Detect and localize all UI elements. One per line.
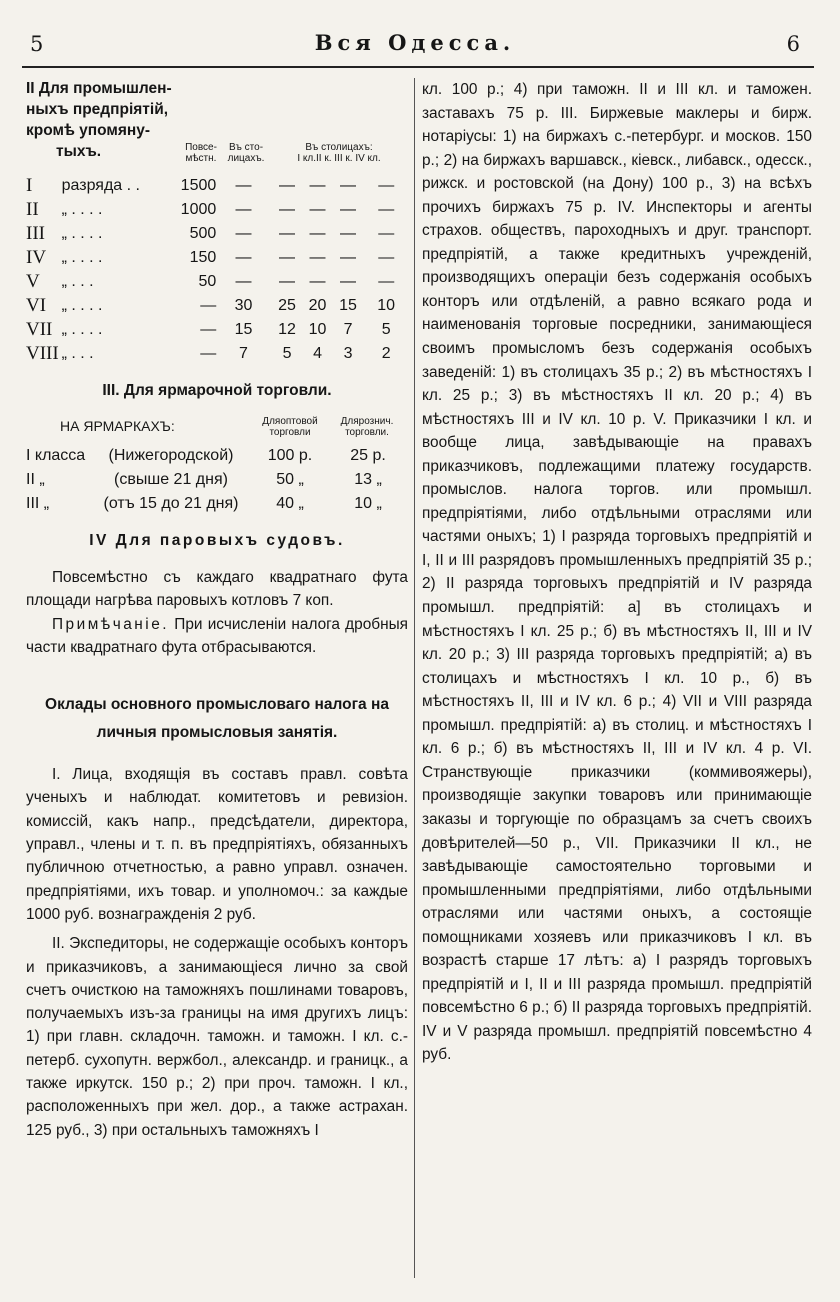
- rate-cell: —: [309, 177, 326, 194]
- fair-rate-row: [26, 444, 408, 468]
- grade-label: разряда . .: [61, 177, 140, 194]
- page-number-right: 6: [786, 32, 800, 56]
- right-column: [422, 78, 812, 1067]
- left-column: [26, 78, 408, 1142]
- fair-heading: III. Для ярмарочной торговли.: [102, 382, 332, 399]
- retail-rate: 10 „: [354, 495, 382, 512]
- fair-desc: (Нижегородской): [108, 447, 234, 464]
- rate-cell: —: [235, 177, 252, 194]
- industrial-rate-table: [26, 174, 408, 366]
- grade-numeral: III: [26, 223, 45, 244]
- grade-numeral: II: [26, 199, 39, 220]
- grade-label: „ . . . .: [61, 297, 103, 314]
- rate-cell: 15: [234, 321, 253, 338]
- running-title: Вся Одесса.: [314, 30, 516, 55]
- fair-desc: (отъ 15 до 21 дня): [103, 495, 239, 512]
- rate-cell: 7: [343, 321, 353, 338]
- rate-cell: —: [378, 177, 395, 194]
- grade-numeral: VII: [26, 319, 53, 340]
- wholesale-rate: 50 „: [276, 471, 304, 488]
- personal-heading: [26, 691, 408, 747]
- rate-cell: 1500: [180, 177, 217, 194]
- rate-cell: —: [200, 345, 217, 362]
- rate-cell: —: [235, 249, 252, 266]
- heading-line: тыхъ.: [56, 143, 102, 160]
- rate-cell: —: [340, 225, 357, 242]
- grade-label: „ . . .: [61, 345, 94, 362]
- steam-heading-text: IV Для паровыхъ судовъ.: [89, 532, 345, 549]
- col-head-line: Длярознич.: [340, 416, 394, 427]
- grade-label: „ . . . .: [61, 321, 103, 338]
- rate-cell: —: [200, 321, 217, 338]
- rate-cell: —: [309, 225, 326, 242]
- col-head-line: I кл.II к. III к. IV кл.: [297, 153, 381, 164]
- col-head-line: Дляоптовой: [262, 416, 318, 427]
- rate-cell: —: [309, 249, 326, 266]
- industrial-rate-row: [26, 222, 408, 246]
- fair-desc: (свыше 21 дня): [114, 471, 228, 488]
- industrial-rate-row: [26, 174, 408, 198]
- fair-subhead: НА ЯРМАРКАХЪ:: [60, 418, 175, 434]
- col-head-line: Въ столицахъ:: [305, 142, 373, 153]
- industrial-heading: [26, 78, 186, 162]
- rate-cell: 2: [381, 345, 391, 362]
- steam-heading: [26, 532, 408, 550]
- grade-label: „ . . . .: [61, 249, 103, 266]
- rate-cell: 12: [278, 321, 296, 338]
- industrial-rate-row: [26, 198, 408, 222]
- rate-cell: 10: [377, 297, 396, 314]
- grade-numeral: V: [26, 271, 40, 292]
- fair-column-heads: [26, 408, 408, 440]
- fair-class: III „: [26, 495, 50, 512]
- col-head-line: торговли.: [345, 427, 389, 438]
- fair-class: II „: [26, 471, 45, 488]
- industrial-rate-row: [26, 342, 408, 366]
- rate-cell: —: [279, 225, 296, 242]
- grade-numeral: IV: [26, 247, 47, 268]
- rate-cell: —: [279, 177, 296, 194]
- industrial-rate-row: [26, 318, 408, 342]
- industrial-section-header: [26, 78, 408, 170]
- industrial-rate-row: [26, 270, 408, 294]
- heading-line: личныя промысловыя занятія.: [96, 724, 338, 742]
- rate-cell: 1000: [180, 201, 217, 218]
- fair-rate-row: [26, 492, 408, 516]
- heading-line: II Для промышлен-: [26, 80, 172, 97]
- rate-cell: —: [235, 201, 252, 218]
- rate-cell: —: [235, 273, 252, 290]
- col-head-everywhere: [179, 142, 223, 164]
- rate-cell: —: [279, 249, 296, 266]
- grade-label: „ . . .: [61, 273, 94, 290]
- grade-label: „ . . . .: [61, 225, 103, 242]
- rate-cell: 5: [381, 321, 391, 338]
- column-divider: [414, 78, 415, 1278]
- col-head-line: торговли: [269, 427, 311, 438]
- col-head-line: Въ сто-: [228, 142, 264, 153]
- note-label: Примѣчаніе.: [52, 615, 170, 633]
- fair-col-wholesale: [254, 416, 326, 438]
- rate-cell: —: [340, 273, 357, 290]
- right-column-text: кл. 100 р.; 4) при таможн. II и III кл. и таможен. заставахъ 75 р. III. Биржевые маклеры и бирж. нотаріусы: 1) на биржахъ с.-петербург. и москов. 150 р.; 2) на биржахъ варшавск., кіевск., либавск., одесск., рижск. и ростовской (на Дону) 100 р., 3) на всѣхъ прочихъ биржахъ 75 р. IV. Инспекторы и агенты страхов. обществъ, пароходныхъ и друг. транспорт. предпріятій, а также кредитныхъ учрежденій, производящихъ операціи безъ содержанія особыхъ конторъ или отдѣленій, а равно всякаго рода и наименованія торговые посредники, занимающіеся своимъ промысломъ безъ содержанія особыхъ заведеній: 1) въ столицахъ 35 р.; 2) въ мѣстностяхъ I кл. 25 р.; 3) въ мѣстностяхъ II кл. 20 р.; 4) въ мѣстностяхъ III и IV кл. 10 р. V. Приказчики I кл. и вообще лица, завѣдывающіе на правахъ приказчиковъ, подлежащими платежу государств. промыслов. налога торгов. или промышл. предпріятіями, либо отдѣльными отраслями или частями оныхъ; 1) I разряда торговыхъ предпріятій и I, II и III разрядовъ промышленныхъ предпріятій 35 р.; 2) II разряда торговыхъ предпріятій и IV разряда промышл. предпріятій: а] въ столицахъ и мѣстностяхъ I кл. 25 р.; б) въ мѣстностяхъ II, III и IV кл. 20 р.; 3) III разряда торговыхъ предпріятій; а) въ столицахъ и мѣстностяхъ I кл. 10 р., б) въ мѣстностяхъ II, III и IV кл. 6 р.; 4) VII и VIII разряда промышл. предпріятій: а) въ столиц. и мѣстностяхъ I кл. 6 р.; б) въ мѣстностяхъ II, III и IV кл. 4 р. VI. Странствующіе приказчики (коммивояжеры), производящіе закупки товаровъ или принимающіе заказы и торгующіе по образцамъ за счетъ своихъ довѣрителей—50 р., VII. Приказчики II кл., не завѣдывающіе самостоятельно торговыми и промышленными предпріятіями, либо отдѣльными отраслями или частями оныхъ, а состоящіе помощниками хозяевъ или приказчиковъ I кл. въ возрастѣ старше 17 лѣтъ: а) I разрядъ торговыхъ предпріятій и I, II и III разряда промышл. предпріятій повсемѣстно 6 р.; б) II разряда торговыхъ предпріятій. IV и V разряда промышл. предпріятій повсемѣстно 4 руб.: [422, 81, 812, 1064]
- col-head-line: лицахъ.: [227, 153, 265, 164]
- rate-cell: —: [378, 273, 395, 290]
- wholesale-rate: 100 р.: [267, 447, 313, 464]
- retail-rate: 25 р.: [350, 447, 386, 464]
- rate-cell: —: [279, 273, 296, 290]
- industrial-rate-row: [26, 246, 408, 270]
- rate-cell: —: [340, 177, 357, 194]
- rate-cell: 10: [308, 321, 327, 338]
- rate-cell: —: [200, 297, 217, 314]
- rate-cell: 500: [189, 225, 217, 242]
- grade-numeral: VI: [26, 295, 47, 316]
- industrial-rate-row: [26, 294, 408, 318]
- rate-cell: —: [378, 201, 395, 218]
- rate-cell: 50: [198, 273, 217, 290]
- steam-note: [26, 613, 408, 660]
- col-head-capitals: [222, 142, 270, 164]
- rate-cell: 30: [234, 297, 253, 314]
- heading-line: кромѣ упомяну-: [26, 122, 151, 139]
- rate-cell: 4: [313, 345, 322, 362]
- rate-cell: 7: [239, 345, 248, 362]
- col-head-line: Повсе-: [185, 142, 217, 153]
- fair-col-retail: [329, 416, 405, 438]
- personal-paragraph-2: II. Экспедиторы, не содержащіе особыхъ конторъ и приказчиковъ, а занимающіеся лично за свой счетъ очисткою на таможняхъ пошлинами товаровъ, получаемыхъ изъ-за границы на имя другихъ лицъ: 1) при главн. складочн. таможн. и таможн. I кл. с.-петерб. сухопутн. вержбол., александр. и границк., а также иркутск. 150 р.; 2) при проч. таможн. I кл., расположенныхъ при жел. дор., а также астрахан. 125 руб., 3) при остальныхъ таможняхъ I: [26, 935, 408, 1139]
- rate-cell: —: [340, 249, 357, 266]
- rate-cell: —: [378, 249, 395, 266]
- rate-cell: —: [309, 201, 326, 218]
- rate-cell: —: [309, 273, 326, 290]
- heading-line: Оклады основного промысловаго налога на: [45, 696, 389, 714]
- steam-rate-paragraph: Повсемѣстно съ каждаго квадратнаго фута площади нагрѣва паровыхъ котловъ 7 коп.: [26, 569, 408, 610]
- rate-cell: —: [235, 225, 252, 242]
- rate-cell: 15: [339, 297, 357, 314]
- rate-cell: 20: [308, 297, 327, 314]
- fair-rate-table: [26, 444, 408, 516]
- rate-cell: —: [378, 225, 395, 242]
- rate-cell: —: [279, 201, 296, 218]
- personal-paragraph-1: I. Лица, входящія въ составъ правл. совѣта ученыхъ и наблюдат. комитетовъ и ревизіон. комиссій, какъ напр., предсѣдатели, директора, управл., члены и т. п. въ предпріятіяхъ, обязанныхъ публичною отчетностью, а равно управл. означен. предпріятіями, ихъ товар. и уполномоч.: за каждые 1000 руб. вознагражденія 2 руб.: [26, 766, 408, 923]
- fair-rate-row: [26, 468, 408, 492]
- rate-cell: 3: [343, 345, 353, 362]
- rate-cell: 150: [189, 249, 217, 266]
- page-number-left: 5: [30, 32, 44, 56]
- heading-line: ныхъ предпріятій,: [26, 101, 169, 118]
- note-text: При исчисленіи налога дробныя части квадратнаго фута отбрасываются.: [26, 615, 408, 656]
- grade-label: „ . . . .: [61, 201, 103, 218]
- grade-numeral: I: [26, 175, 33, 196]
- fair-class: I класса: [26, 447, 86, 464]
- page-header: [30, 30, 800, 70]
- rate-cell: 25: [278, 297, 296, 314]
- rate-cell: —: [340, 201, 357, 218]
- header-rule: [22, 66, 814, 68]
- col-head-line: мѣстн.: [185, 153, 217, 164]
- wholesale-rate: 40 „: [276, 495, 304, 512]
- grade-numeral: VIII: [26, 343, 59, 364]
- rate-cell: 5: [282, 345, 292, 362]
- retail-rate: 13 „: [354, 471, 382, 488]
- col-head-classes: [272, 142, 406, 164]
